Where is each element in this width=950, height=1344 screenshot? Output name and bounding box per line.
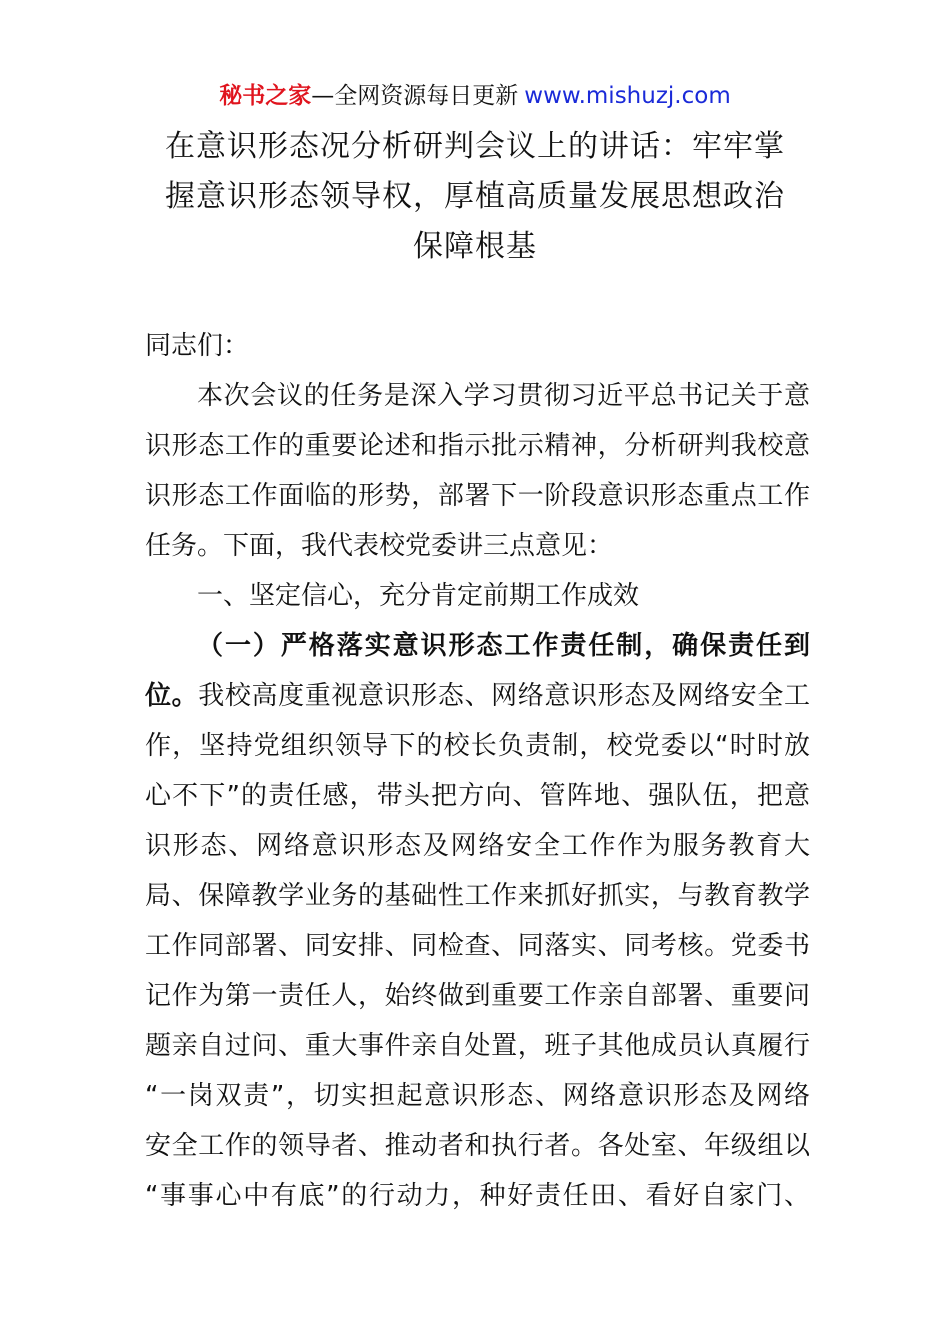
paragraph-line: 识形态工作面临的形势，部署下一阶段意识形态重点工作 — [145, 481, 810, 511]
paragraph-line: 作，坚持党组织领导下的校长负责制，校党委以“时时放 — [145, 731, 810, 761]
paragraph-line: 心不下”的责任感，带头把方向、管阵地、强队伍，把意 — [145, 781, 810, 811]
section-heading: 一、坚定信心，充分肯定前期工作成效 — [197, 581, 640, 611]
paragraph-line: “一岗双责”，切实担起意识形态、网络意识形态及网络 — [145, 1081, 810, 1111]
paragraph-line: 工作同部署、同安排、同检查、同落实、同考核。党委书 — [145, 931, 810, 961]
document-body — [145, 321, 810, 1221]
paragraph-line: 任务。下面，我代表校党委讲三点意见： — [145, 531, 614, 561]
title-line: 握意识形态领导权，厚植高质量发展思想政治 — [165, 179, 785, 214]
paragraph-line: “事事心中有底”的行动力，种好责任田、看好自家门、 — [145, 1181, 810, 1211]
paragraph-text: 我校高度重视意识形态、网络意识形态及网络安全工 — [198, 681, 810, 711]
title-line: 在意识形态况分析研判会议上的讲话：牢牢掌 — [165, 129, 785, 164]
title-line: 保障根基 — [413, 229, 537, 264]
salutation: 同志们： — [145, 331, 250, 361]
document-title — [120, 122, 830, 272]
paragraph-line: 局、保障教学业务的基础性工作来抓好抓实，与教育教学 — [145, 881, 810, 911]
sub-heading-end: 位。 — [145, 681, 199, 711]
paragraph-line — [145, 671, 810, 721]
paragraph-line: 识形态、网络意识形态及网络安全工作作为服务教育大 — [145, 831, 810, 861]
site-url-link[interactable]: www.mishuzj.com — [524, 83, 731, 109]
site-header — [0, 80, 950, 112]
paragraph-line: 本次会议的任务是深入学习贯彻习近平总书记关于意 — [197, 381, 810, 411]
header-tagline: —全网资源每日更新 — [311, 83, 519, 109]
paragraph-line: 识形态工作的重要论述和指示批示精神，分析研判我校意 — [145, 431, 810, 461]
paragraph-line: 题亲自过问、重大事件亲自处置，班子其他成员认真履行 — [145, 1031, 810, 1061]
sub-heading: （一）严格落实意识形态工作责任制，确保责任到 — [197, 631, 810, 661]
paragraph-line: 安全工作的领导者、推动者和执行者。各处室、年级组以 — [145, 1131, 810, 1161]
brand-name: 秘书之家 — [219, 83, 312, 109]
paragraph-line: 记作为第一责任人，始终做到重要工作亲自部署、重要问 — [145, 981, 810, 1011]
